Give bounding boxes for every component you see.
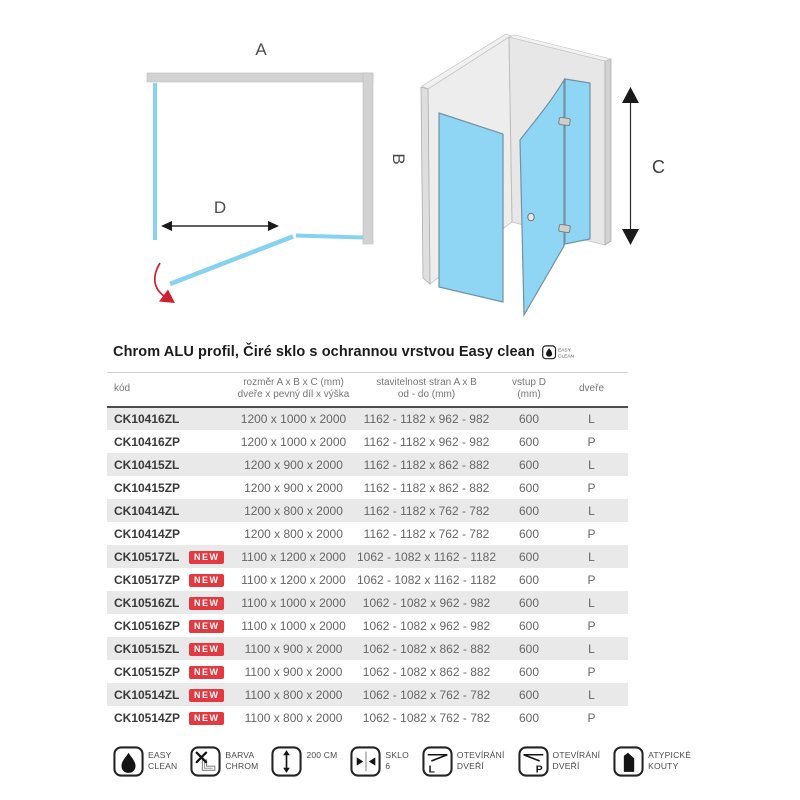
door-swing-arrow xyxy=(155,263,164,296)
new-badge-cell xyxy=(187,568,237,591)
legend-item-opening-right xyxy=(518,746,601,777)
product-code-cell: CK10515ZL xyxy=(107,637,187,660)
adjustability-cell: 1162 - 1182 x 862 - 882 xyxy=(350,453,503,476)
product-code-cell: CK10516ZP xyxy=(114,618,181,633)
entry-cell: 600 xyxy=(503,453,555,476)
size-cell: 1200 x 800 x 2000 xyxy=(237,499,350,522)
header-entry-line1: vstup D xyxy=(512,377,546,388)
glass-right-fixed-strip xyxy=(565,79,590,244)
atypical-corners-icon xyxy=(613,746,644,777)
door-cell: L xyxy=(555,591,628,614)
dim-label-c: C xyxy=(652,157,665,177)
hinge-bottom xyxy=(559,224,571,232)
new-badge-cell xyxy=(187,706,237,729)
table-row xyxy=(107,591,628,614)
new-badge-cell xyxy=(187,683,237,706)
glass-door-open xyxy=(170,237,293,285)
door-cell: P xyxy=(587,664,596,679)
entry-cell: 600 xyxy=(503,683,555,706)
door-opening-left-icon xyxy=(422,746,453,777)
product-code-cell: CK10516ZL xyxy=(107,591,187,614)
perspective-view-diagram xyxy=(408,26,700,340)
entry-cell: 600 xyxy=(518,434,540,449)
door-cell: L xyxy=(555,545,628,568)
legend-label: OTEVÍRÁNÍ xyxy=(552,750,601,760)
new-badge: NEW xyxy=(189,574,224,588)
glass-fixed-segment xyxy=(296,236,363,238)
door-knob xyxy=(528,213,534,221)
size-cell: 1100 x 1200 x 2000 xyxy=(241,572,346,587)
door-cell: P xyxy=(587,434,596,449)
table-header-row xyxy=(107,373,628,408)
product-spec-table xyxy=(107,372,628,729)
entry-cell: 600 xyxy=(518,572,540,587)
header-adjust-line2: od - do (mm) xyxy=(397,389,456,400)
door-cell: L xyxy=(555,407,628,430)
table-row xyxy=(107,407,628,430)
legend-label: 200 CM xyxy=(306,750,338,760)
product-code-cell: CK10416ZP xyxy=(114,434,181,449)
table-row xyxy=(107,683,628,706)
legend-label: BARVA xyxy=(225,750,255,760)
product-code-cell: CK10416ZL xyxy=(107,407,187,430)
legend-item-200cm xyxy=(271,746,337,777)
hinge-top xyxy=(559,117,571,125)
header-entry xyxy=(503,373,555,408)
table-row xyxy=(107,522,628,545)
adjustability-cell: 1062 - 1082 x 862 - 882 xyxy=(362,664,491,679)
legend-label: ATYPICKÉ xyxy=(648,750,692,760)
dim-label-d: D xyxy=(213,198,227,217)
entry-cell: 600 xyxy=(503,591,555,614)
size-cell: 1100 x 800 x 2000 xyxy=(237,683,350,706)
table-row xyxy=(107,476,628,499)
size-cell: 1100 x 1000 x 2000 xyxy=(237,591,350,614)
size-cell: 1100 x 900 x 2000 xyxy=(237,637,350,660)
dim-label-b: B xyxy=(389,153,408,165)
door-cell: L xyxy=(555,453,628,476)
size-cell: 1100 x 900 x 2000 xyxy=(244,664,343,679)
legend-label: EASY xyxy=(148,750,172,760)
header-entry-line2: (mm) xyxy=(517,389,541,400)
new-badge: NEW xyxy=(189,689,224,703)
easy-clean-mini-label-1: EASY xyxy=(557,348,571,354)
legend-item-opening-left xyxy=(422,746,505,777)
door-letter-l: L xyxy=(428,764,435,776)
legend-item-barva-chrom xyxy=(190,746,258,777)
new-badge: NEW xyxy=(189,597,224,611)
adjustability-cell: 1062 - 1082 x 1162 - 1182 xyxy=(357,572,496,587)
legend-label: 6 xyxy=(385,760,391,771)
table-row xyxy=(107,706,628,729)
table-row xyxy=(107,430,628,453)
legend-label: OTEVÍRÁNÍ xyxy=(456,750,505,760)
size-cell: 1200 x 1000 x 2000 xyxy=(237,407,350,430)
height-200cm-icon xyxy=(271,746,302,777)
new-badge: NEW xyxy=(189,551,224,565)
door-cell: P xyxy=(587,572,596,587)
adjustability-cell: 1062 - 1082 x 862 - 882 xyxy=(350,637,503,660)
adjustability-cell: 1062 - 1082 x 762 - 782 xyxy=(362,710,491,725)
adjustability-cell: 1162 - 1182 x 862 - 882 xyxy=(363,480,490,495)
new-badge-cell xyxy=(187,476,237,499)
new-badge-cell xyxy=(187,499,237,522)
wall-top xyxy=(147,73,373,82)
size-cell: 1200 x 900 x 2000 xyxy=(244,480,343,495)
entry-cell: 600 xyxy=(503,499,555,522)
table-row xyxy=(107,637,628,660)
legend-row xyxy=(113,746,704,777)
header-size-line2: dveře x pevný díl x výška xyxy=(237,389,350,400)
table-row xyxy=(107,499,628,522)
entry-cell: 600 xyxy=(518,710,540,725)
table-row xyxy=(107,614,628,637)
door-cell: P xyxy=(587,618,596,633)
adjustability-cell: 1062 - 1082 x 962 - 982 xyxy=(350,591,503,614)
entry-cell: 600 xyxy=(503,637,555,660)
new-badge-cell xyxy=(187,453,237,476)
new-badge-cell xyxy=(187,545,237,568)
entry-cell: 600 xyxy=(518,480,540,495)
new-badge-cell xyxy=(187,591,237,614)
legend-label: CHROM xyxy=(225,760,259,771)
product-code-cell: CK10517ZP xyxy=(114,572,181,587)
new-badge-cell xyxy=(187,522,237,545)
door-swing-arrowhead xyxy=(159,290,175,304)
table-row xyxy=(107,660,628,683)
adjustability-cell: 1162 - 1182 x 762 - 782 xyxy=(363,526,490,541)
size-cell: 1100 x 1000 x 2000 xyxy=(241,618,346,633)
dim-arrowhead-right xyxy=(268,221,279,231)
size-cell: 1200 x 800 x 2000 xyxy=(244,526,343,541)
easy-clean-icon xyxy=(113,746,144,777)
adjustability-cell: 1062 - 1082 x 1162 - 1182 xyxy=(350,545,503,568)
section-title: Chrom ALU profil, Čiré sklo s ochrannou vrstvou Easy clean xyxy=(113,344,535,360)
new-badge: NEW xyxy=(189,620,224,634)
size-cell: 1200 x 900 x 2000 xyxy=(237,453,350,476)
product-code-cell: CK10517ZL xyxy=(107,545,187,568)
door-letter-p: P xyxy=(535,764,543,776)
legend-label: SKLO xyxy=(385,750,409,760)
barva-chrom-icon xyxy=(190,746,221,777)
product-code-cell: CK10515ZP xyxy=(114,664,181,679)
entry-cell: 600 xyxy=(518,618,540,633)
adjustability-cell: 1162 - 1182 x 762 - 782 xyxy=(350,499,503,522)
legend-item-easy-clean xyxy=(113,746,177,777)
product-code-cell: CK10415ZP xyxy=(114,480,181,495)
header-door: dveře xyxy=(555,373,628,408)
door-cell: L xyxy=(555,683,628,706)
section-title-row xyxy=(113,344,653,360)
door-cell: P xyxy=(587,710,596,725)
table-body xyxy=(107,407,628,729)
new-badge-cell xyxy=(187,637,237,660)
adjustability-cell: 1162 - 1182 x 962 - 982 xyxy=(350,407,503,430)
legend-label: DVEŘÍ xyxy=(552,760,580,771)
legend-label: KOUTY xyxy=(648,760,679,771)
adjustability-cell: 1062 - 1082 x 762 - 782 xyxy=(350,683,503,706)
legend-label: DVEŘÍ xyxy=(456,760,484,771)
entry-cell: 600 xyxy=(518,526,540,541)
entry-cell: 600 xyxy=(503,407,555,430)
product-code-cell: CK10415ZL xyxy=(107,453,187,476)
size-cell: 1200 x 1000 x 2000 xyxy=(240,434,347,449)
adjustability-cell: 1062 - 1082 x 962 - 982 xyxy=(362,618,491,633)
entry-cell: 600 xyxy=(518,664,540,679)
product-code-cell: CK10514ZL xyxy=(107,683,187,706)
dim-arrowhead-down xyxy=(622,229,639,245)
glass-6mm-icon xyxy=(350,746,381,777)
product-code-cell: CK10414ZP xyxy=(114,526,181,541)
header-size xyxy=(237,373,350,408)
entry-cell: 600 xyxy=(503,545,555,568)
glass-left-fixed-panel xyxy=(439,113,503,302)
new-badge-cell xyxy=(187,430,237,453)
new-badge: NEW xyxy=(189,643,224,657)
size-cell: 1100 x 1200 x 2000 xyxy=(237,545,350,568)
plan-view-diagram xyxy=(100,30,420,315)
header-adjust-line1: stavitelnost stran A x B xyxy=(376,377,477,388)
door-cell: L xyxy=(555,637,628,660)
header-adjustability xyxy=(350,373,503,408)
table-row xyxy=(107,568,628,591)
header-code: kód xyxy=(107,373,237,408)
product-code-cell: CK10414ZL xyxy=(107,499,187,522)
adjustability-cell: 1162 - 1182 x 962 - 982 xyxy=(363,434,490,449)
legend-label: CLEAN xyxy=(148,760,178,771)
door-cell: L xyxy=(555,499,628,522)
new-badge-cell xyxy=(187,614,237,637)
dim-arrowhead-up xyxy=(622,87,639,103)
dim-arrowhead-left xyxy=(161,221,172,231)
size-cell: 1100 x 800 x 2000 xyxy=(244,710,343,725)
door-cell: P xyxy=(587,480,596,495)
easy-clean-mini-label-2: CLEAN xyxy=(557,354,574,360)
new-badge: NEW xyxy=(189,666,224,680)
product-code-cell: CK10514ZP xyxy=(114,710,181,725)
glass-side-panel xyxy=(153,83,157,240)
wall-right-outer-edge xyxy=(605,59,611,245)
wall-right xyxy=(363,73,373,244)
legend-item-sklo-6 xyxy=(350,746,408,777)
new-badge-cell xyxy=(187,660,237,683)
table-row xyxy=(107,545,628,568)
legend-item-atypical xyxy=(613,746,691,777)
dim-label-a: A xyxy=(255,40,267,59)
door-opening-right-icon xyxy=(518,746,549,777)
new-badge: NEW xyxy=(189,712,224,726)
new-badge-cell xyxy=(187,407,237,430)
door-cell: P xyxy=(587,526,596,541)
table-row xyxy=(107,453,628,476)
wall-left-outer-edge xyxy=(421,87,430,284)
header-size-line1: rozměr A x B x C (mm) xyxy=(243,377,344,388)
easy-clean-mini-icon xyxy=(542,345,578,360)
